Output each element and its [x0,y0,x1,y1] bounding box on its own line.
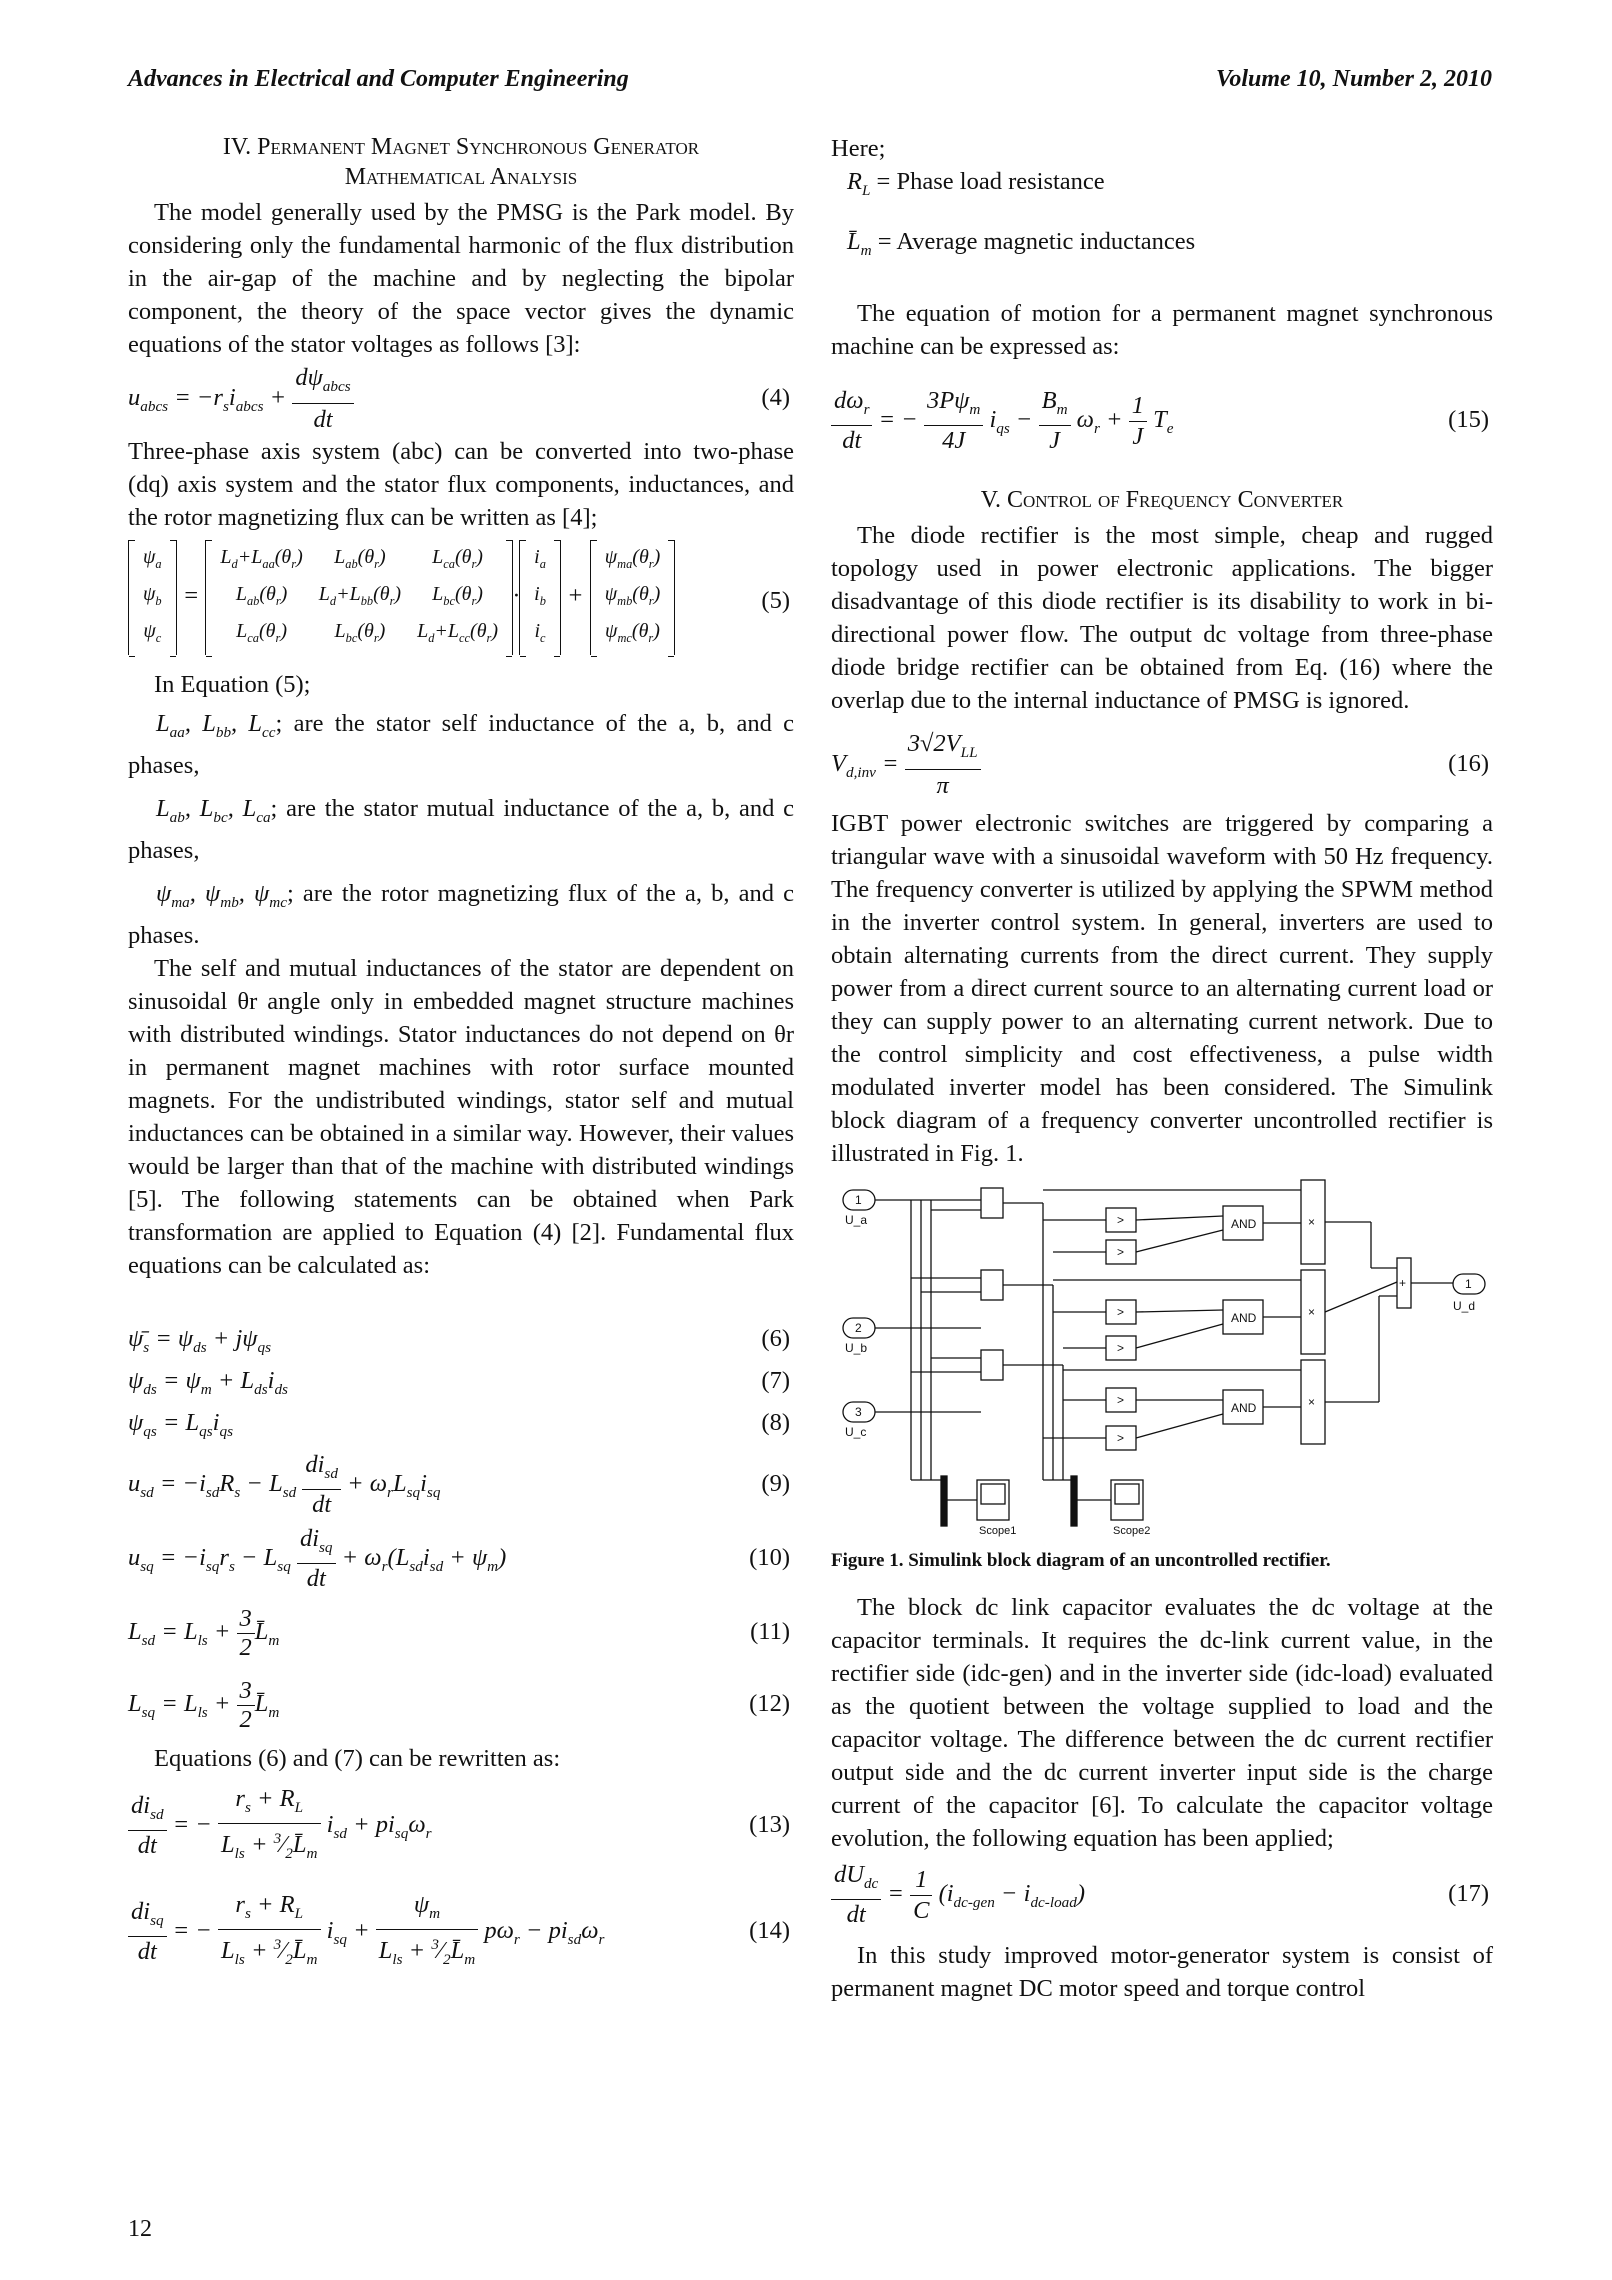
journal-title: Advances in Electrical and Computer Engineering [128,66,629,92]
right-column [831,132,1493,2005]
equation-14: $\frac{di_{sq}}{dt}$ = − $\frac{r_s + R_L}{L_{ls} + ^3⁄_2L̄_m}$ $i_{sq}$ + $\frac{\psi_m}{L_{ls} + ^3⁄_2L̄_m}$ $p\omega_r - pi_{sd}\omega_r$ (14) [128,1881,794,1981]
paragraph-igbt: IGBT power electronic switches are triggered by comparing a triangular wave with a sinusoidal waveform with 50 Hz frequency. The frequency converter is utilized by applying the SPWM method in the inverter control system. In general, inverters are used to obtain alternating currents from the direct current. They supply power from a direct current source to an alternating current load or they can supply power to an alternating current network. Due to the control simplicity and cost effectiveness, a pulse width modulated inverter model has been considered. The Simulink block diagram of a frequency converter uncontrolled rectifier is illustrated in Fig. 1. [831,809,1493,1167]
simulink-block-diagram [831,1170,1493,1540]
definition-mutual-inductance: $L_{ab}$, $L_{bc}$, $L_{ca}$; are the stator mutual inductance of the a, b, and c phases, [128,794,794,864]
compare-block-1: > [1117,1212,1125,1227]
equation-11: $L_{sd} = L_{ls}$ + $\frac{3}{2}$ $L̄_m$ (11) [128,1604,790,1661]
port-2-label: U_b [845,1340,868,1355]
equation-15: $\frac{d\omega_r}{dt}$ = − $\frac{3P\psi_m}{4J}$ $i_{qs}$ − $\frac{B_m}{J}$ $\omega_r$ + $\frac{1}{J}$ $T_e$ (15) [831,377,1493,463]
paragraph-park-model: The model generally used by the PMSG is the Park model. By considering only the fundamental harmonic of the flux distribution in the air-gap of the machine and by neglecting the bipolar component, the theory of the space vector gives the dynamic equations of the stator voltages as follows [3]: [128,199,794,358]
equation-10: $u_{sq} = -i_{sq}r_s - L_{sq}$ $\frac{di_{sq}}{dt}$ + $\omega_r(L_{sd}i_{sd} + \psi_m)$ (10) [128,1525,790,1592]
sum-block: + [1399,1275,1407,1290]
left-column [128,132,794,1981]
port-3-num: 3 [855,1404,862,1419]
equation-9: $u_{sd} = -i_{sd}R_s - L_{sd}$ $\frac{di_{sd}}{dt}$ + $\omega_rL_{sq}i_{sq}$ (9) [128,1451,790,1518]
scope-2-label: Scope2 [1113,1524,1151,1537]
port-1-num: 1 [855,1192,862,1207]
paragraph-last: In this study improved motor-generator system is consist of permanent magnet DC motor speed and torque control [831,1941,1493,2002]
compare-block-6: > [1117,1430,1125,1445]
paragraph-inductances: The self and mutual inductances of the stator are dependent on sinusoidal θr angle only in embedded magnet structure machines with distributed windings. Stator inductances do not depend on θr in permanent magnet machines with rotor surface mounted magnets. For the undistributed windings, stator self and mutual inductances can be obtained in a similar way. However, their values would be larger than that of the machine with distributed windings [5]. The following statements can be obtained when Park transformation are applied to Equation (4) [2]. Fundamental flux equations can be calculated as: [128,954,794,1279]
and-block-2: AND [1231,1310,1257,1325]
definition-rotor-flux: $\psi_{ma}$, $\psi_{mb}$, $\psi_{mc}$; are the rotor magnetizing flux of the a, b, and c phases. [128,879,794,949]
paragraph-motion: The equation of motion for a permanent magnet synchronous machine can be expressed as: [831,299,1493,360]
rl-definition: $R_L$ = Phase load resistance [847,168,1105,199]
paragraph-three-phase: Three-phase axis system (abc) can be converted into two-phase (dq) axis system and the stator flux components, inductances, and the rotor magnetizing flux can be written as [4]; [128,438,794,531]
equation-4: $u_{abcs} = -r_si_{abcs}$ + $\frac{d\psi_{abcs}}{dt}$ (4) [128,364,790,434]
and-block-3: AND [1231,1400,1257,1415]
compare-block-2: > [1117,1244,1125,1259]
paragraph-capacitor: The block dc link capacitor evaluates the dc voltage at the capacitor terminals. It requires the dc-link current value, in the rectifier side (idc-gen) and in the inverter side (idc-load) evaluated as the quotient between the voltage supplied to load and the capacitor voltage. The difference between the dc current rectifier output side and the dc current inverter input side is the charge current of the capacitor [6]. To calculate the capacitor voltage evolution, the following equation has been applied; [831,1593,1493,1852]
lm-definition: $L̄_m$ = Average magnetic inductances [847,227,1196,259]
product-block-3: × [1308,1394,1316,1409]
equation-17: $\frac{dU_{dc}}{dt}$ = $\frac{1}{C}$ $(i_{dc-gen} - i_{dc-load})$ (17) [831,1855,1493,1933]
here-label: Here; [831,135,886,162]
and-block-1: AND [1231,1216,1257,1231]
equation-12: $L_{sq} = L_{ls}$ + $\frac{3}{2}$ $L̄_m$ (12) [128,1676,790,1733]
figure-caption: Figure 1. Simulink block diagram of an uncontrolled rectifier. [831,1549,1331,1571]
port-1-label: U_a [845,1212,868,1227]
scope-1-label: Scope1 [979,1524,1017,1537]
output-port-label: U_d [1453,1298,1476,1313]
compare-block-5: > [1117,1392,1125,1407]
volume-info: Volume 10, Number 2, 2010 [1215,66,1492,92]
compare-block-4: > [1117,1340,1125,1355]
page-number: 12 [128,2216,152,2242]
section-iv-heading: IV. Permanent Magnet Synchronous Generator Mathematical Analysis [222,134,700,190]
output-port-num: 1 [1465,1276,1472,1291]
equation-8: $\psi_{qs} = L_{qs}i_{qs}$ (8) [128,1408,790,1440]
equation-7: $\psi_{ds} = \psi_m + L_{ds}i_{ds}$ (7) [128,1366,790,1398]
equation-5: $\psi_a$ $\psi_b$ $\psi_c$ = $L_d+L_{aa}(\theta_r)$ $L_{ab}(\theta_r)$ $L_{ca}(\theta_r)$ $L_{ab}(\theta_r)$ $L_d+L_{bb}(\theta_r)$ $L_{bc}(\theta_r)$ $L_{ca}(\theta_r)$ $L_{bc}(\theta_r)$ $L_d+L_{cc}(\theta_r)$ · $i_a$ $i_b$ $i_c$ + $\psi_{ma}(\theta_r)$ $\psi_{mb}(\theta_r)$ $\psi_{mc}(\theta_r)$ (5) [128,540,794,664]
definition-self-inductance: $L_{aa}$, $L_{bb}$, $L_{cc}$; are the stator self inductance of the a, b, and c phases, [128,710,794,779]
equation-13: $\frac{di_{sd}}{dt}$ = − $\frac{r_s + R_L}{L_{ls} + ^3⁄_2L̄_m}$ $i_{sd} + pi_{sq}\omega_r$ (13) [128,1775,794,1875]
equation-16: $V_{d,inv}$ = $\frac{3√2V_{LL}}{\pi}$ (16) [831,730,1489,800]
equation-6: $\psī_s = \psi_{ds} + j\psi_{qs}$ (6) [128,1324,790,1356]
port-3-label: U_c [845,1424,867,1439]
rewrite-line: Equations (6) and (7) can be rewritten as: [154,1744,561,1772]
product-block-2: × [1308,1304,1316,1319]
product-block-1: × [1308,1214,1316,1229]
in-equation-5: In Equation (5); [154,671,311,698]
compare-block-3: > [1117,1304,1125,1319]
paragraph-diode: The diode rectifier is the most simple, cheap and rugged topology used in power electronic applications. The bigger disadvantage of this diode rectifier is its disability to work in bi-directional power flow. The output dc voltage from three-phase diode bridge rectifier can be obtained from Eq. (16) where the overlap due to the internal inductance of PMSG is ignored. [831,521,1493,714]
port-2-num: 2 [855,1320,862,1335]
section-v-heading: V. Control of Frequency Converter [980,486,1344,513]
